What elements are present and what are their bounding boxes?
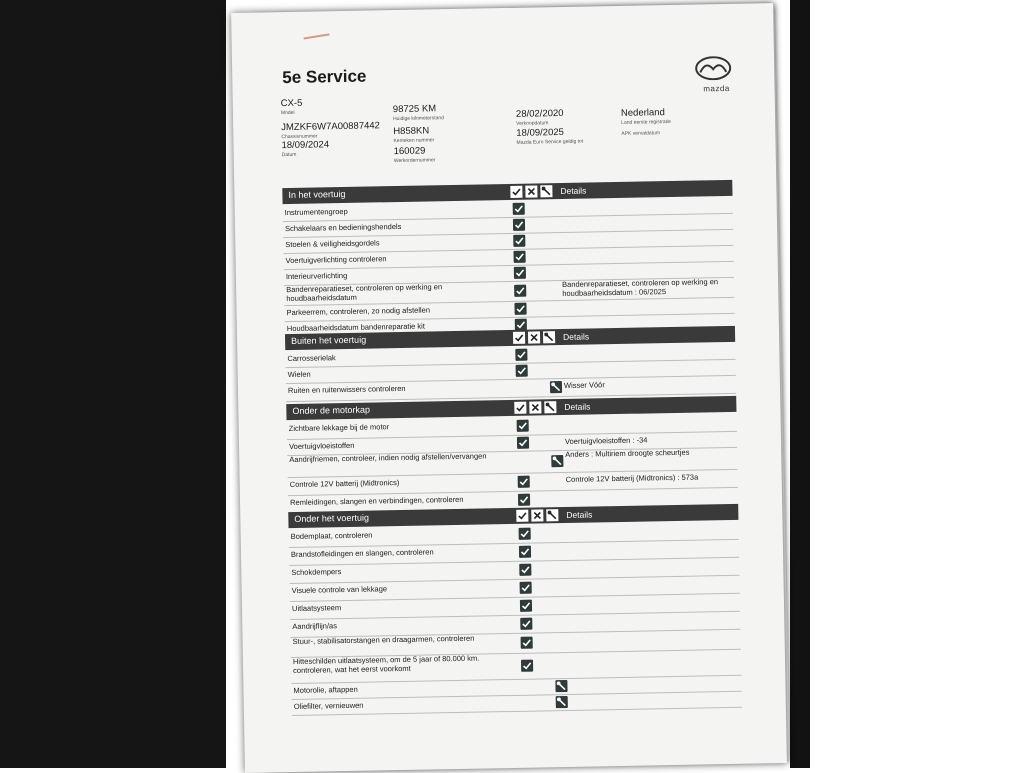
checklist-item-label: Zichtbare lekkage bij de motor [288, 422, 390, 434]
section-details-label: Details [564, 401, 591, 412]
checklist-item-label: Houdbaarheidsdatum bandenreparatie kit [286, 321, 425, 334]
section-legend-icons [510, 185, 555, 198]
euro-service-field [516, 127, 583, 146]
checklist-item-label: Aandrijflijn/as [292, 621, 338, 632]
reg-date-value: 28/02/2020 [515, 107, 564, 120]
checkmark-icon [514, 285, 526, 297]
country-field [621, 107, 671, 126]
legend-cross-icon [529, 401, 541, 413]
checkmark-icon [519, 546, 531, 558]
checklist-item-label: Aandrijfriemen, controleer, indien nodig afstellen/vervangen [289, 451, 487, 465]
checkmark-icon [515, 349, 527, 361]
section-legend-icons [513, 331, 558, 344]
section-details-label: Details [560, 185, 587, 197]
apk-field [621, 129, 660, 137]
chassis-field [281, 120, 380, 140]
checklist-item-label: Motorolie, aftappen [293, 684, 358, 695]
checklist-item-label: Oliefilter, vernieuwen [293, 700, 364, 711]
background-right-edge [790, 0, 810, 768]
date-field [281, 139, 329, 158]
checklist-item-label: Hitteschilden uitlaatsysteem, om de 5 jaar of 80.000 km. controleren, wat het eerst voorkomt [292, 653, 480, 675]
wrench-icon [551, 455, 563, 467]
checkmark-icon [514, 267, 526, 279]
date-value: 18/09/2024 [281, 139, 330, 152]
checklist-item-label: Schokdempers [291, 567, 342, 578]
checkmark-icon [517, 437, 529, 449]
wrench-icon [556, 696, 568, 708]
wrench-icon [555, 680, 567, 692]
euro-service-value: 18/09/2025 [516, 126, 564, 139]
checklist-item-label: Bodemplaat, controleren [290, 530, 373, 542]
checklist-item-label: Interieurverlichting [285, 270, 348, 282]
checkmark-icon [513, 235, 525, 247]
workorder-value: 160029 [393, 145, 426, 158]
checklist-item-detail: Bandenreparatieset, controleren op werking en houdbaarheidsdatum : 06/2025 [562, 277, 719, 298]
brand-word: mazda [703, 83, 730, 94]
euro-service-label: Mazda Euro Service geldig tot [516, 138, 584, 146]
checklist-item-label: Uitlaatsysteem [291, 603, 342, 614]
legend-wrench-icon [544, 401, 556, 413]
checklist-item-label: Visuele controle van lekkage [291, 584, 388, 596]
legend-wrench-icon [540, 185, 552, 197]
plate-value: H858KN [393, 125, 430, 138]
legend-check-icon [513, 332, 525, 344]
checkmark-icon [513, 251, 525, 263]
model-value: CX-5 [280, 97, 303, 110]
section-details-label: Details [566, 509, 593, 520]
mileage-field [393, 103, 444, 122]
checkmark-icon [521, 637, 533, 649]
plate-field [393, 125, 434, 144]
reg-date-field [516, 108, 564, 127]
section-title: Buiten het voertuig [291, 334, 367, 346]
mileage-label: Huidige kilometerstand [392, 115, 444, 123]
checklist-item-label: Bandenreparatieset, controleren op werking en houdbaarheidsdatum [286, 282, 443, 303]
checkmark-icon [517, 420, 529, 432]
checklist-item-label: Schakelaars en bedieningshendels [284, 221, 402, 234]
checkmark-icon [520, 582, 532, 594]
legend-cross-icon [528, 331, 540, 343]
chassis-label: Chassisnummer [281, 133, 318, 141]
checkmark-icon [520, 600, 532, 612]
legend-check-icon [514, 402, 526, 414]
checkmark-icon [514, 303, 526, 315]
date-label: Datum [281, 151, 297, 159]
checklist-item-detail: Voertuigvloeistoffen : -34 [564, 435, 648, 446]
checkmark-icon [516, 365, 528, 377]
chassis-value: JMZKF6W7A00887442 [281, 120, 381, 134]
section-title: Onder het voertuig [294, 512, 369, 524]
legend-check-icon [510, 186, 522, 198]
checklist-item-detail: Wisser Vóór [563, 380, 605, 390]
checkmark-icon [513, 203, 525, 215]
checklist-item-label: Stoelen & veiligheidsgordels [285, 238, 380, 250]
section-details-label: Details [562, 331, 590, 342]
checkmark-icon [518, 494, 530, 506]
checkmark-icon [513, 219, 525, 231]
apk-label: APK vervaldatum [621, 130, 661, 137]
plate-label: Kenteken nummer [393, 137, 435, 145]
legend-check-icon [516, 510, 528, 522]
legend-cross-icon [531, 509, 543, 521]
pen-mark [304, 33, 330, 39]
model-field [281, 98, 303, 116]
checklist-item-label: Parkeerrem, controleren, zo nodig afstellen [286, 305, 431, 318]
checklist-item-label: Ruiten en ruitenwissers controleren [287, 383, 406, 396]
document-title: 5e Service [282, 66, 367, 88]
checklist-item-label: Voertuigverlichting controleren [285, 254, 387, 266]
wrench-icon [550, 381, 562, 393]
checklist-item-detail: Controle 12V batterij (Midtronics) : 573a [565, 472, 699, 484]
legend-cross-icon [525, 185, 537, 197]
checkmark-icon [519, 564, 531, 576]
checklist-item-label: Wielen [287, 369, 311, 380]
country-value: Nederland [620, 107, 665, 119]
model-label: Model [280, 109, 295, 117]
section-title: Onder de motorkap [292, 404, 371, 416]
background-left [0, 0, 226, 768]
checklist-item-label: Controle 12V batterij (Midtronics) [289, 478, 400, 490]
section-legend-icons [516, 509, 561, 522]
checklist-item-detail: Anders : Multiriem droogte scheurtjes [565, 447, 690, 459]
legend-wrench-icon [543, 331, 555, 343]
workorder-field [394, 145, 436, 164]
reg-date-label: Verkoopdatum [516, 120, 549, 127]
checklist-item-label: Stuur-, stabilisatorstangen en draagarmen, controleren [292, 633, 475, 647]
legend-wrench-icon [546, 509, 558, 521]
section-title: In het voertuig [288, 188, 346, 201]
country-label: Land eerste registratie [621, 118, 671, 126]
service-sheet [231, 3, 787, 773]
mileage-value: 98725 KM [392, 103, 437, 116]
section-legend-icons [514, 401, 559, 414]
background-right [810, 0, 1024, 768]
checkmark-icon [521, 660, 533, 672]
brand-logo [694, 56, 739, 94]
checklist-item-label: Remleidingen, slangen en verbindingen, controleren [289, 494, 464, 508]
checkmark-icon [519, 528, 531, 540]
mazda-logo-icon [694, 56, 732, 81]
checkmark-icon [518, 476, 530, 488]
checklist-item-label: Carrosserielak [287, 353, 336, 364]
checklist-item-label: Voertuigvloeistoffen [288, 440, 355, 452]
checklist-item-label: Brandstofleidingen en slangen, controleren [290, 547, 434, 560]
checklist-item-label: Instrumentengroep [284, 206, 348, 218]
checkmark-icon [520, 618, 532, 630]
workorder-label: Werkordernummer [393, 157, 436, 165]
